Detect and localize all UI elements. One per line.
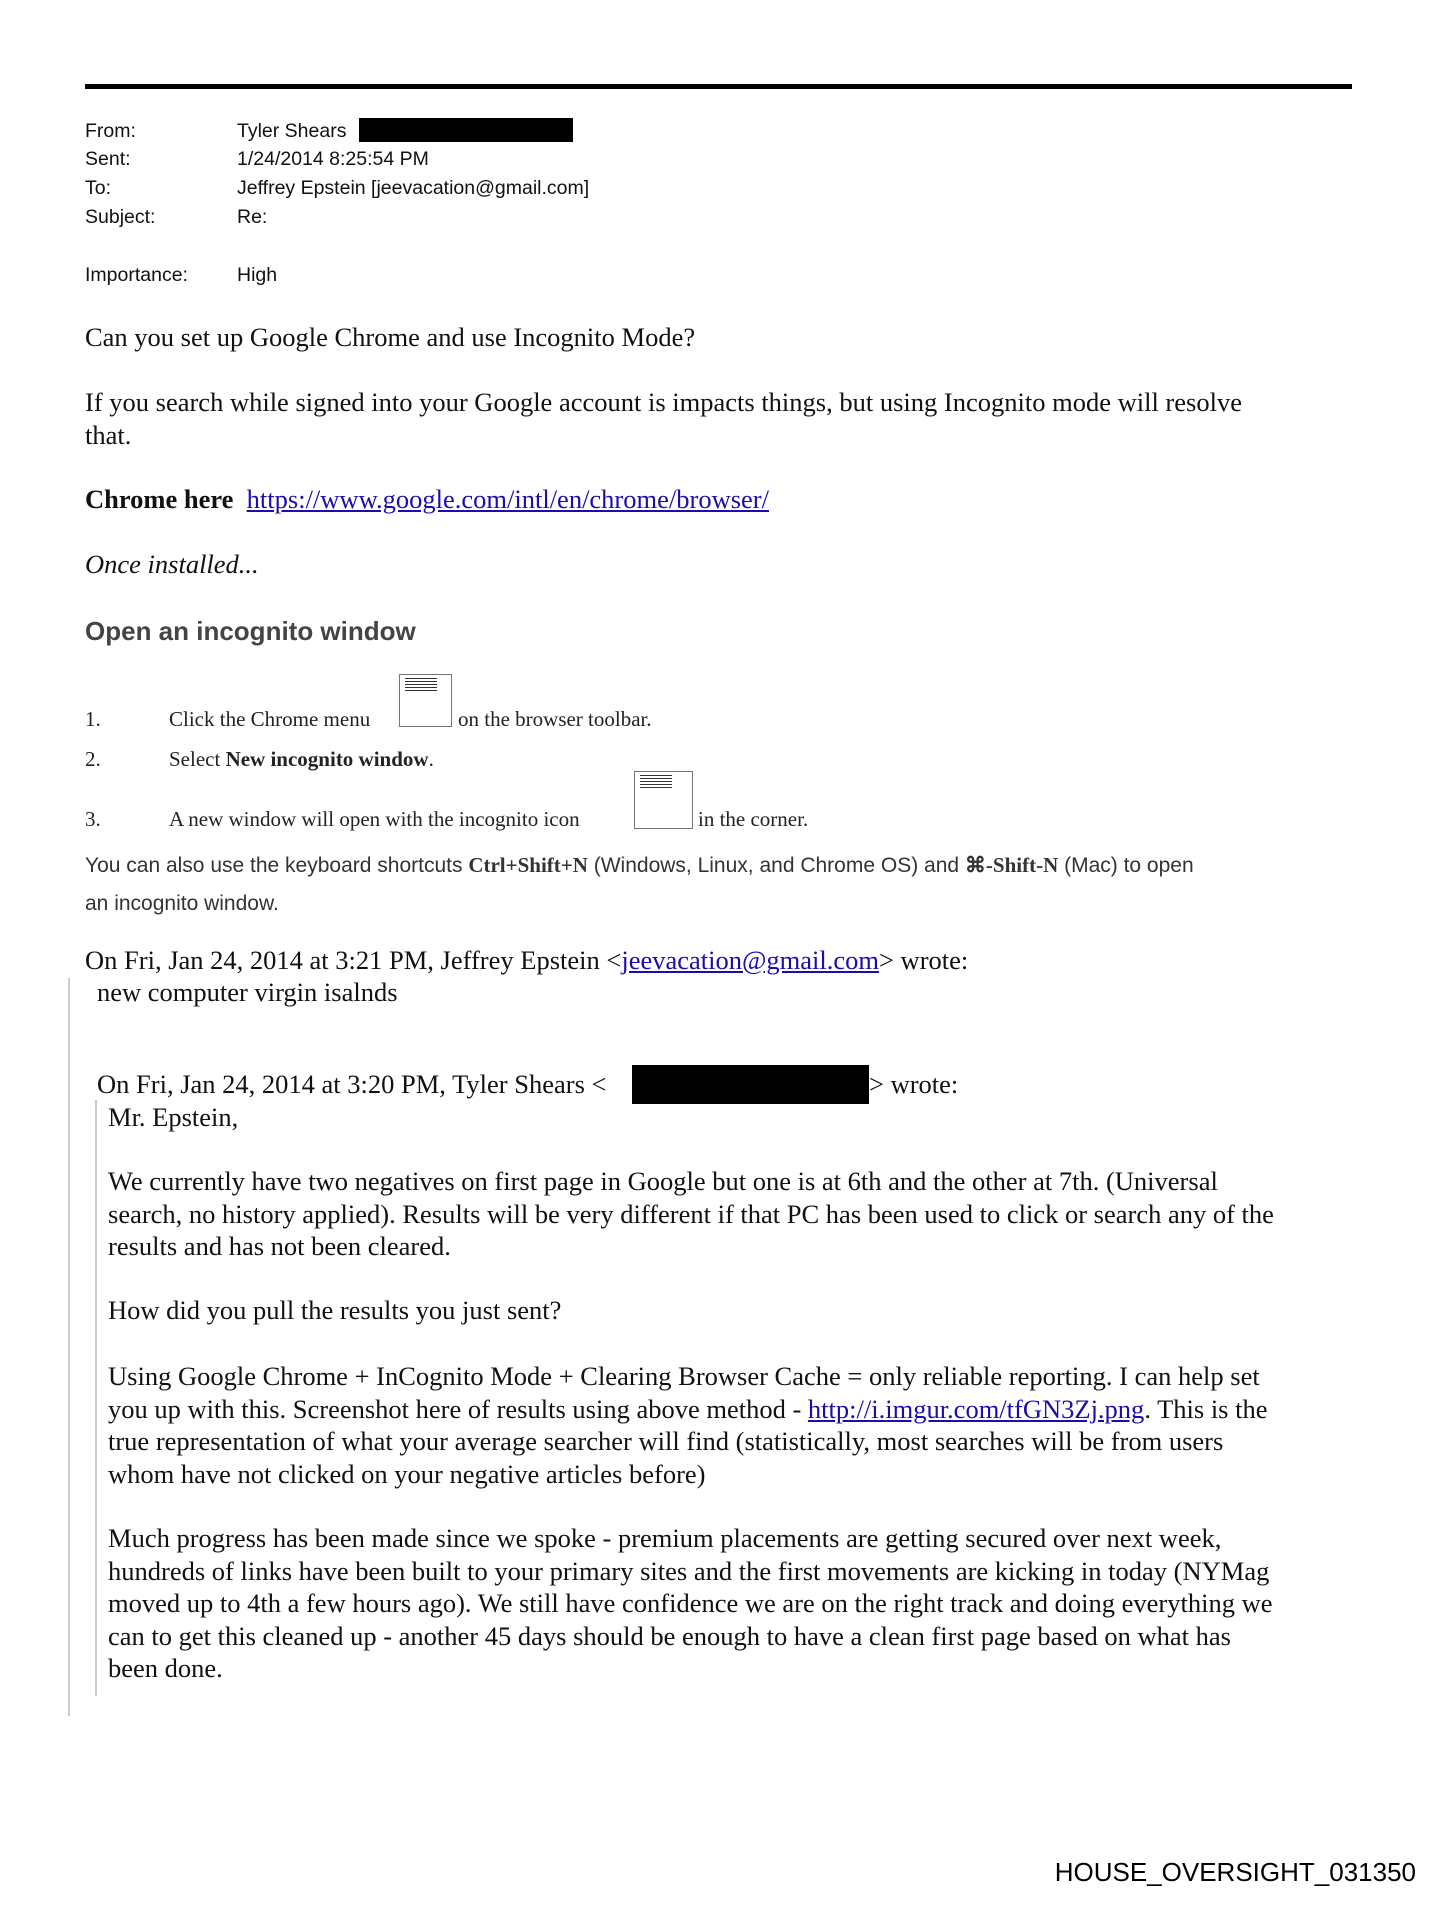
importance-value: High xyxy=(237,264,278,286)
text-line: true representation of what your average searcher will find (statistically, most searches will be from users xyxy=(108,1426,1224,1456)
text: On Fri, Jan 24, 2014 at 3:20 PM, Tyler Shears < xyxy=(97,1069,607,1099)
quote2-paragraph-2: How did you pull the results you just sent? xyxy=(108,1295,562,1325)
sent-label: Sent: xyxy=(85,148,131,170)
body-paragraph xyxy=(85,386,1242,451)
text: > wrote: xyxy=(878,945,969,975)
quote2-paragraph-3 xyxy=(108,1360,1268,1490)
quote1-attribution xyxy=(85,944,968,977)
text: On Fri, Jan 24, 2014 at 3:21 PM, Jeffrey Epstein < xyxy=(85,945,622,975)
body-paragraph: Can you set up Google Chrome and use Incognito Mode? xyxy=(85,322,696,352)
imgur-link[interactable]: http://i.imgur.com/tfGN3Zj.png xyxy=(807,1393,1145,1424)
text-line: Much progress has been made since we spoke - premium placements are getting secured over next week, xyxy=(108,1523,1222,1553)
text-line: can to get this cleaned up - another 45 days should be enough to have a clean first page based on what has xyxy=(108,1620,1231,1651)
quote2-paragraph-1 xyxy=(108,1165,1274,1263)
step-2 xyxy=(169,746,434,772)
shortcut-mac: ⌘-Shift-N xyxy=(964,853,1059,877)
to-label: To: xyxy=(85,177,112,199)
chrome-label: Chrome here xyxy=(85,484,234,514)
text-line: that. xyxy=(85,419,132,450)
text-line: moved up to 4th a few hours ago). We still have confidence we are on the right track and doing everything we xyxy=(108,1588,1273,1618)
bates-number: HOUSE_OVERSIGHT_031350 xyxy=(1054,1857,1416,1887)
chrome-download-link[interactable]: https://www.google.com/intl/en/chrome/browser/ xyxy=(246,484,769,514)
text-line: hundreds of links have been built to your primary sites and the first movements are kicking in today (NYMag xyxy=(108,1555,1270,1586)
step-number: 3. xyxy=(85,807,101,831)
from-label: From: xyxy=(85,120,136,142)
shortcut-paragraph xyxy=(85,846,1194,923)
once-installed: Once installed... xyxy=(85,549,259,579)
greeting: Mr. Epstein, xyxy=(108,1102,239,1132)
step-text: Select xyxy=(169,747,226,771)
quote-bar-outer xyxy=(68,978,70,1716)
step-text: Click the Chrome menu xyxy=(169,707,371,731)
incognito-icon-image-placeholder xyxy=(634,771,693,829)
redaction-from-email xyxy=(359,118,573,142)
text-line: search, no history applied). Results will be very different if that PC has been used to click or search any of the xyxy=(108,1198,1274,1229)
quote-bar-inner xyxy=(95,1100,97,1696)
step-bold-text: New incognito window xyxy=(225,747,429,771)
text: (Windows, Linux, and Chrome OS) and xyxy=(587,854,965,877)
step-number: 2. xyxy=(85,747,101,771)
quote1-text: new computer virgin isalnds xyxy=(97,977,398,1007)
subject-label: Subject: xyxy=(85,206,156,228)
text-line xyxy=(108,1393,1268,1426)
section-heading: Open an incognito window xyxy=(85,616,416,646)
text: . This is the xyxy=(1144,1393,1268,1424)
text: You can also use the keyboard shortcuts xyxy=(85,854,469,877)
chrome-line xyxy=(85,483,769,516)
text-line: If you search while signed into your Google account is impacts things, but using Incognito mode will resolve xyxy=(85,387,1242,417)
text-line: Using Google Chrome + InCognito Mode + Clearing Browser Cache = only reliable reporting. I can help set xyxy=(108,1361,1260,1391)
step-text: A new window will open with the incognito icon xyxy=(169,807,580,831)
header-rule xyxy=(85,84,1352,89)
quote2-paragraph-4 xyxy=(108,1522,1273,1685)
step-1 xyxy=(169,706,370,732)
shortcut-windows: Ctrl+Shift+N xyxy=(468,853,588,877)
step-3 xyxy=(169,806,580,832)
sent-value: 1/24/2014 8:25:54 PM xyxy=(237,148,429,170)
text-line: whom have not clicked on your negative articles before) xyxy=(108,1458,706,1489)
importance-label: Importance: xyxy=(85,264,188,286)
quote2-wrote: > wrote: xyxy=(869,1069,959,1099)
chrome-menu-image-placeholder xyxy=(399,674,452,727)
redaction-email xyxy=(632,1065,869,1104)
text-line: an incognito window. xyxy=(85,892,279,915)
email-link[interactable]: jeevacation@gmail.com xyxy=(621,945,879,975)
text-line: results and has not been cleared. xyxy=(108,1231,451,1261)
text-line: been done. xyxy=(108,1653,223,1683)
to-value: Jeffrey Epstein [jeevacation@gmail.com] xyxy=(237,177,590,199)
text-line: We currently have two negatives on first page in Google but one is at 6th and the other at 7th. (Universal xyxy=(108,1166,1218,1196)
from-value: Tyler Shears xyxy=(237,120,347,142)
text: you up with this. Screenshot here of results using above method - xyxy=(108,1393,808,1424)
step-number: 1. xyxy=(85,707,101,731)
text: (Mac) to open xyxy=(1058,854,1194,877)
subject-value: Re: xyxy=(237,206,268,228)
step-text: . xyxy=(428,747,434,771)
quote2-attribution xyxy=(97,1068,606,1101)
step-1-after: on the browser toolbar. xyxy=(458,707,652,731)
step-3-after: in the corner. xyxy=(698,807,809,831)
